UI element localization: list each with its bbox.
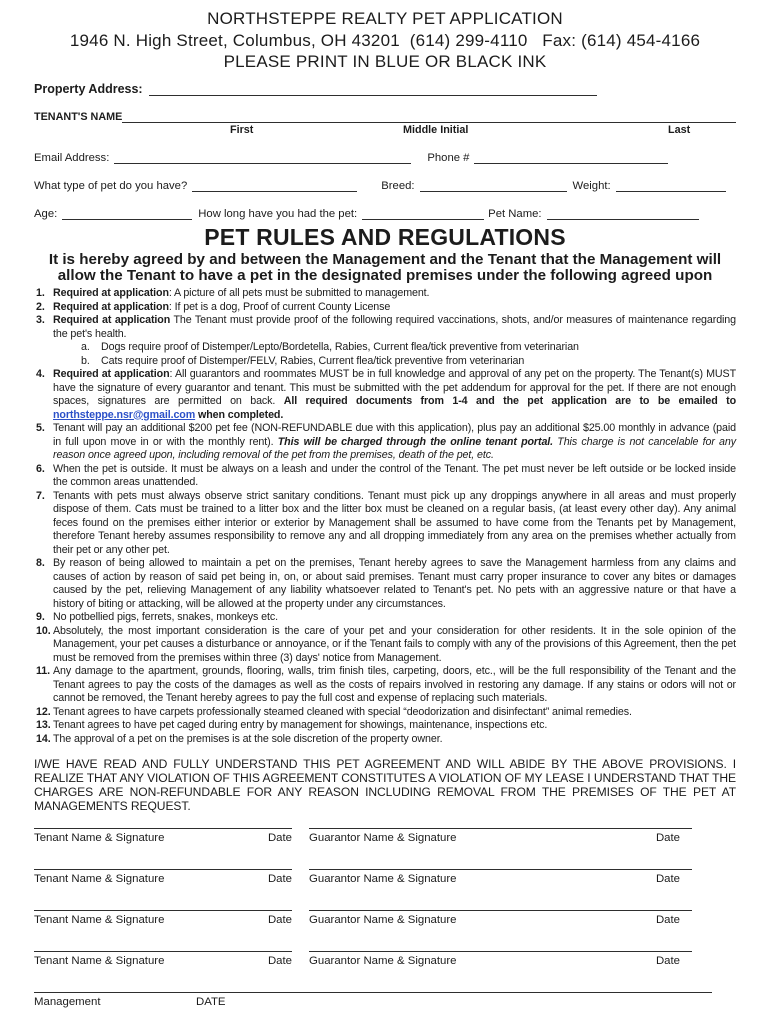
rule-number: 11. (36, 665, 50, 678)
signature-section (34, 828, 736, 1008)
tenant-signature-line-4[interactable] (34, 951, 292, 952)
guarantor-signature-line-1[interactable] (309, 828, 692, 829)
first-name-label: First (230, 123, 254, 136)
guarantor-signature-line-2[interactable] (309, 869, 692, 870)
middle-initial-label: Middle Initial (403, 123, 469, 136)
rule-number: 2. (36, 300, 45, 313)
rule-item-4: 4. Required at application: All guarantors and roommates MUST be in full knowledge and approval of any pet on the property. The Tenant(s) MUST have the signature of every guarantor and tenant. This must be submitted with the pet addendum for approval for the pet. If there are not enough spaces, signatures are permitted on back. All required documents from 1-4 and the pet application are to be emailed to northsteppe.nsr@gmail.com when completed. (36, 368, 736, 421)
rule-item-7: 7. Tenants with pets must always observe strict sanitary conditions. Tenant must pick up any droppings anywhere in all areas and must properly dispose of them. Cats must be trained to a litter box and the litter box must be cleaned on a regular basis, (at least every other day). Any animal feces found on the premises either interior or exterior by Management shall be assumed to have come from the Tenants pet by Management, therefore Tenant hereby assumes responsibility to remove any and all dropping immediately from any area on the premises whether actually from their pet or any other pet. (36, 489, 736, 556)
rule-item-8: 8. By reason of being allowed to maintain a pet on the premises, Tenant hereby agrees to save the Management harmless from any claims and causes of action by reason of said pet being in, on, or about said premises. Tenant must carry proper insurance to cover any bites or damages caused by the pet, relieving Management of any liability whatsoever related to Tenant's pet. No pets with an aggressive nature or that have a history of biting or attacking, will be allowed at the property under any circumstances. (36, 557, 736, 610)
pet-name-field[interactable] (547, 207, 699, 220)
email-link[interactable]: northsteppe.nsr@gmail.com (53, 408, 196, 421)
guarantor-signature-label: Guarantor Name & Signature (309, 913, 457, 926)
print-ink-instruction: PLEASE PRINT IN BLUE OR BLACK INK (223, 52, 547, 71)
tenant-name-sublabels (34, 123, 736, 136)
rule-item-6: 6. When the pet is outside. It must be always on a leash and under the control of the Tenant. The pet must never be left outside or be locked inside the common areas unattended. (36, 462, 736, 489)
management-signature-line[interactable] (34, 992, 712, 993)
rules-heading: PET RULES AND REGULATIONS (204, 223, 566, 250)
email-phone-row (34, 151, 736, 164)
rule-number: 6. (36, 462, 45, 475)
rule-number: 10. (36, 624, 51, 637)
tenant-name-field[interactable] (122, 110, 736, 123)
date-label: Date (655, 831, 680, 844)
pet-type-field[interactable] (192, 179, 357, 192)
email-label: Email Address: (34, 151, 110, 164)
rule-number: 7. (36, 489, 45, 502)
pet-name-label: Pet Name: (488, 207, 542, 220)
tenant-name-row (34, 110, 736, 123)
tenant-signature-line-2[interactable] (34, 869, 292, 870)
date-label: Date (655, 872, 680, 885)
rule-subitem-a: a. Dogs require proof of Distemper/Lepto/Bordetella, Rabies, Current flea/tick preventive from veterinarian (81, 341, 579, 354)
date-label: Date (267, 831, 292, 844)
email-field[interactable] (114, 151, 411, 164)
weight-label: Weight: (572, 179, 611, 192)
rule-item-2: 2. Required at application: If pet is a dog, Proof of current County License (36, 300, 391, 313)
rule-item-9: 9. No potbellied pigs, ferrets, snakes, monkeys etc. (36, 611, 278, 624)
signature-row-2 (34, 869, 736, 885)
rule-number: 14. (36, 732, 51, 745)
how-long-field[interactable] (362, 207, 484, 220)
last-name-label: Last (668, 123, 691, 136)
tenant-signature-label: Tenant Name & Signature (34, 872, 165, 885)
doc-title: NORTHSTEPPE REALTY PET APPLICATION (207, 9, 563, 28)
tenant-signature-line-1[interactable] (34, 828, 292, 829)
rule-item-5: 5. Tenant will pay an additional $200 pet fee (NON-REFUNDABLE due with this application), plus pay an additional $25.00 monthly in advance (paid in full upon move in or with the monthly rent). This will be charged through the online tenant portal. This charge is not cancelable for any reason once agreed upon, including removal of the pet from the premises, death of the pet, etc. (36, 422, 736, 462)
guarantor-signature-label: Guarantor Name & Signature (309, 872, 457, 885)
weight-field[interactable] (616, 179, 726, 192)
property-address-row (34, 82, 736, 96)
date-label: Date (267, 954, 292, 967)
breed-field[interactable] (420, 179, 567, 192)
management-signature-row (34, 992, 712, 1008)
document-header (34, 8, 736, 73)
acknowledgement-paragraph: I/WE HAVE READ AND FULLY UNDERSTAND THIS PET AGREEMENT AND WILL ABIDE BY THE ABOVE PROVISIONS. I REALIZE THAT ANY VIOLATION OF THIS AGREEMENT CONSTITUTES A VIOLATION OF MY LEASE I UNDERSTAND THAT THE CHARGES ARE NON-REFUNDABLE FOR ANY REASON INCLUDING REMOVAL FROM THE PREMISES OF THE PET AT MANAGEMENTS REQUEST. (34, 757, 736, 813)
date-label: Date (267, 872, 292, 885)
doc-address-line: 1946 N. High Street, Columbus, OH 43201 (614) 299-4110 Fax: (614) 454-4166 (69, 30, 701, 50)
date-label: Date (655, 913, 680, 926)
rule-number: 4. (36, 368, 45, 381)
rules-subheading: It is hereby agreed by and between the Management and the Tenant that the Management will allow the Tenant to have a pet in the designated premises under the following agreed upon (48, 250, 722, 285)
age-label: Age: (34, 207, 58, 220)
rule-item-10: 10. Absolutely, the most important consideration is the care of your pet and your consideration for other residents. It in the sole opinion of the Management, your pet causes a disturbance or annoyance, or if the Tenant fails to comply with any of the provisions of this Agreement, then the pet must be removed from the premises within three (3) days' notice from Management. (36, 624, 736, 664)
signature-row-3 (34, 910, 736, 926)
property-address-label: Property Address: (34, 81, 143, 96)
rule-item-1: 1. Required at application: A picture of all pets must be submitted to management. (36, 287, 430, 300)
tenant-signature-label: Tenant Name & Signature (34, 954, 165, 967)
phone-field[interactable] (474, 151, 668, 164)
rule-number: 13. (36, 719, 51, 732)
age-field[interactable] (62, 207, 192, 220)
rule-subitem-b: b. Cats require proof of Distemper/FELV, Rabies, Current flea/tick preventive from veterinarian (81, 354, 525, 367)
date-label: Date (267, 913, 292, 926)
phone-label: Phone # (427, 151, 470, 164)
guarantor-signature-label: Guarantor Name & Signature (309, 954, 457, 967)
tenant-name-label: TENANT'S NAME (34, 110, 123, 123)
rule-number: 1. (36, 287, 45, 300)
tenant-signature-label: Tenant Name & Signature (34, 831, 165, 844)
management-date-label: DATE (196, 995, 226, 1008)
breed-label: Breed: (381, 179, 415, 192)
rule-number: 12. (36, 705, 51, 718)
rule-item-14: 14. The approval of a pet on the premises is at the sole discretion of the property owner. (36, 732, 443, 745)
tenant-signature-line-3[interactable] (34, 910, 292, 911)
rule-number: 9. (36, 611, 45, 624)
rule-item-11: 11. Any damage to the apartment, grounds, flooring, walls, trim finish tiles, carpeting, doors, etc., will be the full responsibility of the Tenant and the Tenant agrees to pay the costs of the damages as well as the costs of repairs involved in restoring any damage. If any stains or odors will not or cannot be removed, the Tenant hereby agrees to pay the full cost and expense of replacing such materials. (36, 665, 736, 705)
date-label: Date (655, 954, 680, 967)
guarantor-signature-line-4[interactable] (309, 951, 692, 952)
property-address-field[interactable] (149, 83, 597, 96)
signature-row-4 (34, 951, 736, 967)
rule-number: 5. (36, 422, 45, 435)
rule-number: 3. (36, 314, 45, 327)
rule-item-12: 12. Tenant agrees to have carpets professionally steamed cleaned with special “deodorization and disinfectant” animal remedies. (36, 705, 632, 718)
age-row (34, 207, 736, 220)
rule-item-3: 3. Required at application The Tenant must provide proof of the following required vaccinations, shots, and/or measures of maintenance regarding the pet's health. (36, 314, 736, 340)
signature-row-1 (34, 828, 736, 844)
tenant-signature-label: Tenant Name & Signature (34, 913, 165, 926)
rule-item-13: 13. Tenant agrees to have pet caged during entry by management for showings, maintenance, inspections etc. (36, 719, 548, 732)
guarantor-signature-label: Guarantor Name & Signature (309, 831, 457, 844)
how-long-label: How long have you had the pet: (198, 207, 358, 220)
guarantor-signature-line-3[interactable] (309, 910, 692, 911)
management-label: Management (34, 995, 101, 1008)
rules-list (34, 287, 736, 746)
rule-number: 8. (36, 557, 45, 570)
pet-type-row (34, 179, 736, 192)
pet-type-label: What type of pet do you have? (34, 179, 188, 192)
